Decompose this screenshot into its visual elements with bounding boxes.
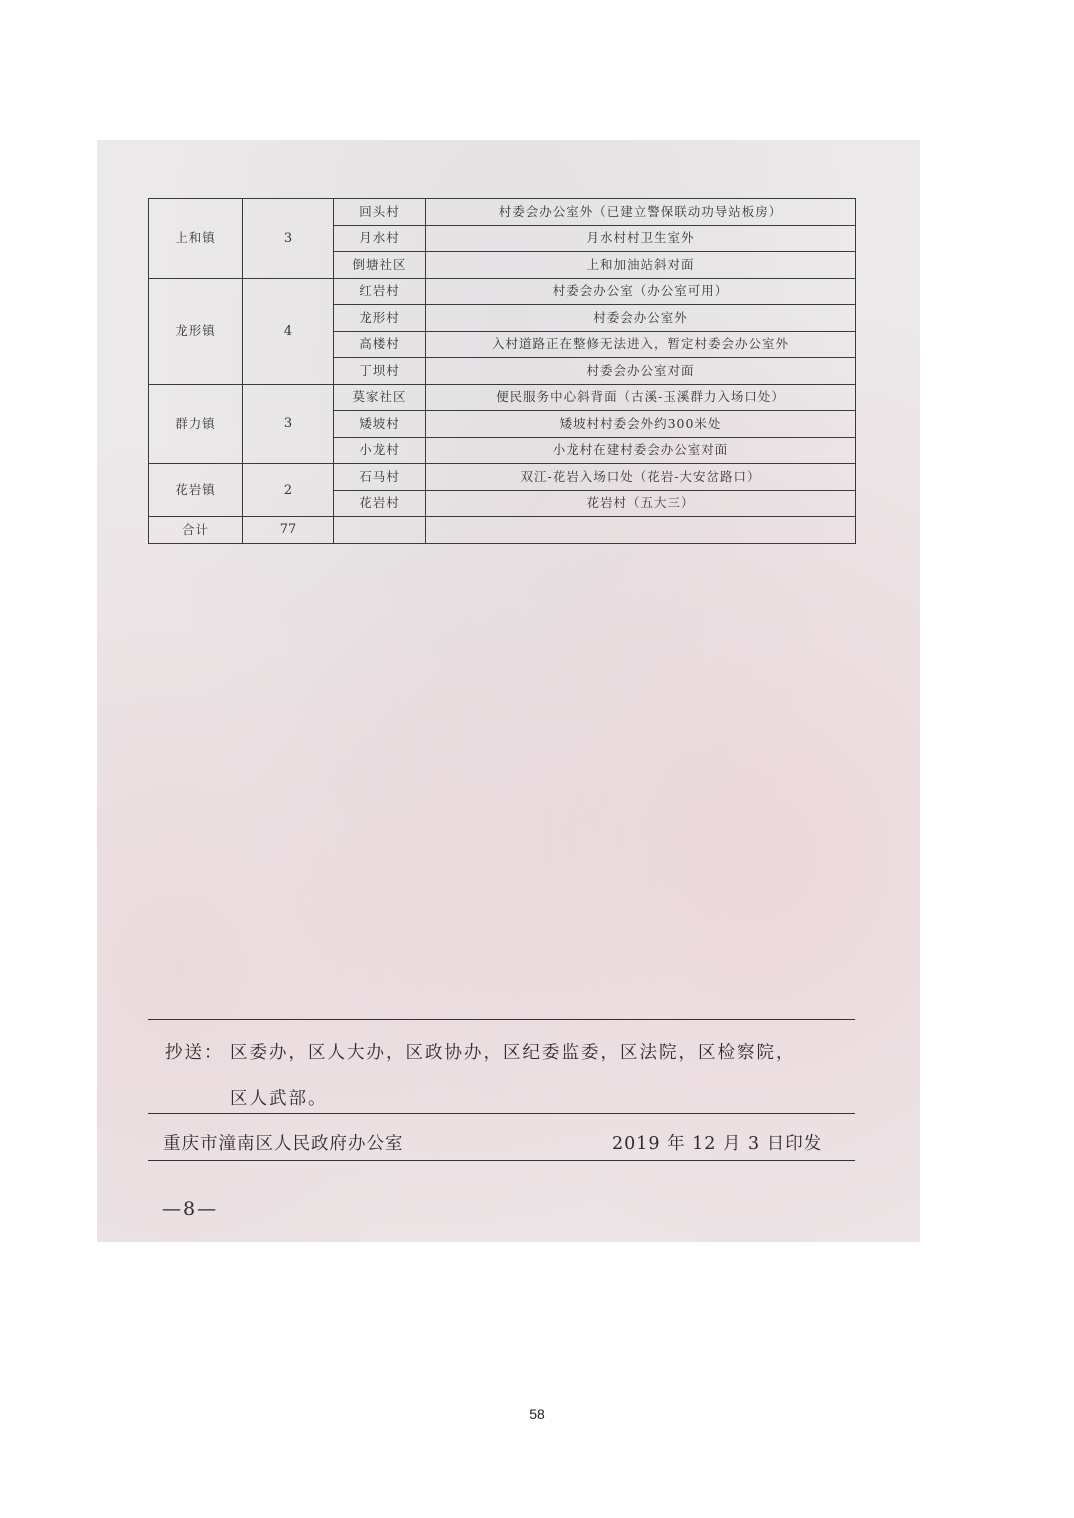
village-cell: 高楼村 (334, 331, 426, 358)
location-cell: 村委会办公室外（已建立警保联动功导站板房） (426, 199, 856, 226)
village-cell: 花岩村 (334, 490, 426, 517)
table-row (149, 384, 856, 411)
cc-list: 区委办，区人大办，区政协办，区纪委监委，区法院，区检察院， (230, 1043, 796, 1063)
footer-top-rule (148, 1019, 855, 1020)
village-cell: 龙形村 (334, 305, 426, 332)
footer-middle-rule (148, 1113, 855, 1114)
town-cell: 龙形镇 (149, 278, 243, 384)
site-count-cell: 2 (243, 464, 334, 517)
table-row (149, 464, 856, 491)
cc-list-continued: 区人武部。 (230, 1089, 328, 1109)
village-cell: 倒塘社区 (334, 252, 426, 279)
location-cell: 月水村村卫生室外 (426, 225, 856, 252)
location-cell: 村委会办公室外 (426, 305, 856, 332)
location-table (148, 198, 856, 544)
village-cell: 莫家社区 (334, 384, 426, 411)
town-cell: 群力镇 (149, 384, 243, 464)
table-row (149, 199, 856, 226)
total-count-cell: 77 (243, 517, 334, 544)
inner-page-number: —8— (162, 1198, 219, 1220)
village-cell: 石马村 (334, 464, 426, 491)
footer-bottom-rule (148, 1160, 855, 1161)
page-number: 58 (529, 1406, 545, 1422)
table-body (149, 199, 856, 544)
site-count-cell: 3 (243, 384, 334, 464)
location-cell: 小龙村在建村委会办公室对面 (426, 437, 856, 464)
location-cell: 双江-花岩入场口处（花岩-大安岔路口） (426, 464, 856, 491)
site-count-cell: 4 (243, 278, 334, 384)
issue-date: 2019 年 12 月 3 日印发 (612, 1134, 823, 1154)
town-cell: 花岩镇 (149, 464, 243, 517)
location-cell: 矮坡村村委会外约300米处 (426, 411, 856, 438)
location-cell: 便民服务中心斜背面（古溪-玉溪群力入场口处） (426, 384, 856, 411)
location-cell: 入村道路正在整修无法进入，暂定村委会办公室外 (426, 331, 856, 358)
empty-cell (334, 517, 426, 544)
village-cell: 小龙村 (334, 437, 426, 464)
village-cell: 月水村 (334, 225, 426, 252)
village-cell: 回头村 (334, 199, 426, 226)
location-cell: 村委会办公室对面 (426, 358, 856, 385)
location-cell: 村委会办公室（办公室可用） (426, 278, 856, 305)
town-cell: 上和镇 (149, 199, 243, 279)
village-cell: 矮坡村 (334, 411, 426, 438)
site-count-cell: 3 (243, 199, 334, 279)
cc-label: 抄送： (165, 1043, 224, 1063)
empty-cell (426, 517, 856, 544)
village-cell: 丁坝村 (334, 358, 426, 385)
village-cell: 红岩村 (334, 278, 426, 305)
location-cell: 花岩村（五大三） (426, 490, 856, 517)
issuing-office: 重庆市潼南区人民政府办公室 (163, 1134, 404, 1154)
table-row (149, 278, 856, 305)
total-label-cell: 合计 (149, 517, 243, 544)
total-row (149, 517, 856, 544)
location-cell: 上和加油站斜对面 (426, 252, 856, 279)
